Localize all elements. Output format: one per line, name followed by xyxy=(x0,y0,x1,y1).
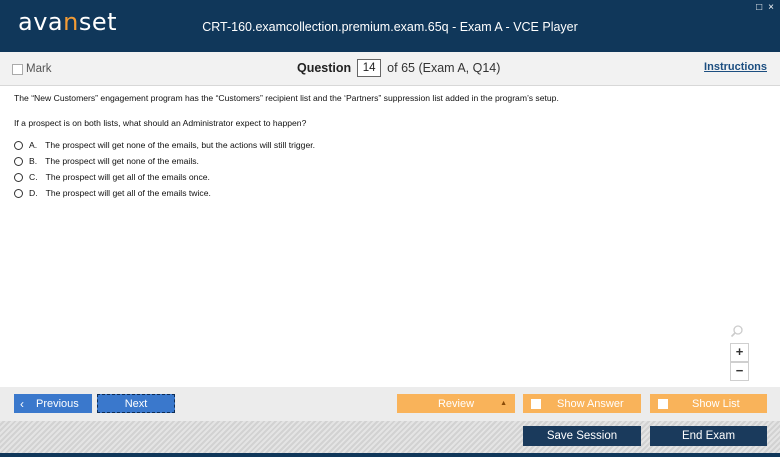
checkbox-icon[interactable] xyxy=(531,399,541,409)
option-letter: A. xyxy=(29,140,38,150)
review-label: Review xyxy=(437,397,475,410)
answer-option-b[interactable] xyxy=(14,153,764,169)
option-letter: C. xyxy=(29,172,38,182)
question-navigator xyxy=(297,59,500,77)
option-text: The prospect will get all of the emails twice. xyxy=(45,188,211,198)
checkbox-icon[interactable] xyxy=(658,399,668,409)
close-icon[interactable]: × xyxy=(768,2,774,13)
instructions-link[interactable]: Instructions xyxy=(704,61,767,73)
question-label: Question xyxy=(297,61,352,75)
window-title: CRT-160.examcollection.premium.exam.65q - Exam A - VCE Player xyxy=(202,20,578,34)
chevron-left-icon: ‹ xyxy=(20,396,24,411)
mark-checkbox[interactable] xyxy=(12,63,52,75)
previous-label: Previous xyxy=(36,397,79,410)
next-button[interactable]: Next xyxy=(97,394,175,413)
question-text: The “New Customers” engagement program has the “Customers” recipient list and the ‘Partners” suppression list added in the program’s setup. xyxy=(14,93,559,103)
magnifier-icon xyxy=(730,324,744,338)
save-session-button[interactable]: Save Session xyxy=(523,426,641,446)
mark-label: Mark xyxy=(26,63,52,75)
window-controls xyxy=(756,2,774,13)
avanset-logo: avanset xyxy=(18,8,118,36)
zoom-in-button[interactable]: + xyxy=(730,343,749,362)
question-header xyxy=(0,52,780,86)
radio-button[interactable] xyxy=(14,157,23,166)
triangle-up-icon: ▲ xyxy=(500,400,507,407)
maximize-icon[interactable]: □ xyxy=(756,2,763,13)
radio-button[interactable] xyxy=(14,173,23,182)
show-list-button[interactable] xyxy=(650,394,767,413)
option-text: The prospect will get none of the emails, but the actions will still trigger. xyxy=(45,140,316,150)
question-total: of 65 (Exam A, Q14) xyxy=(387,61,501,75)
radio-button[interactable] xyxy=(14,189,23,198)
option-letter: D. xyxy=(29,188,38,198)
previous-button[interactable] xyxy=(14,394,92,413)
option-letter: B. xyxy=(29,156,38,166)
title-bar xyxy=(0,0,780,52)
end-exam-button[interactable]: End Exam xyxy=(650,426,767,446)
question-number-input[interactable]: 14 xyxy=(357,59,381,77)
review-button[interactable] xyxy=(397,394,515,413)
checkbox-icon[interactable] xyxy=(12,64,23,75)
answer-option-d[interactable] xyxy=(14,185,764,201)
show-list-label: Show List xyxy=(692,397,740,410)
question-content xyxy=(14,93,764,201)
option-text: The prospect will get all of the emails once. xyxy=(45,172,210,182)
question-prompt: If a prospect is on both lists, what should an Administrator expect to happen? xyxy=(14,118,307,128)
bottom-border xyxy=(0,453,780,457)
show-answer-label: Show Answer xyxy=(557,397,624,410)
zoom-out-button[interactable]: − xyxy=(730,362,749,381)
answer-option-c[interactable] xyxy=(14,169,764,185)
radio-button[interactable] xyxy=(14,141,23,150)
answer-option-a[interactable] xyxy=(14,137,764,153)
show-answer-button[interactable] xyxy=(523,394,641,413)
option-text: The prospect will get none of the emails. xyxy=(45,156,199,166)
